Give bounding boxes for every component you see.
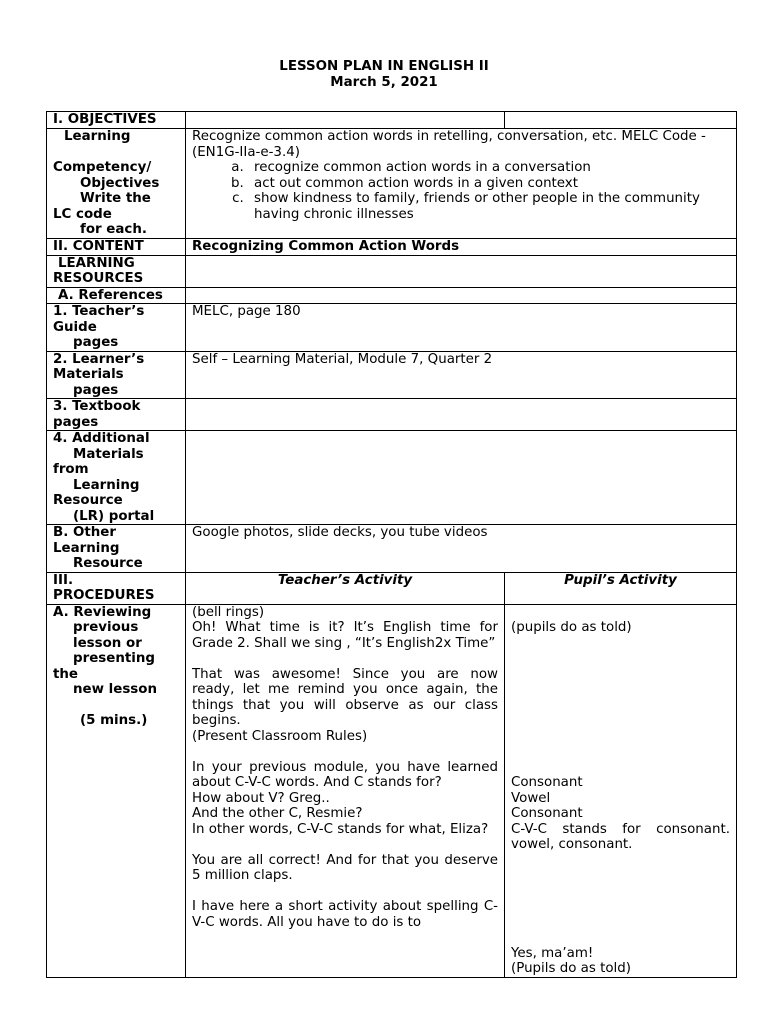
teachers-guide-value: MELC, page 180 <box>186 304 737 352</box>
lc-label-line: LC code <box>53 206 112 222</box>
content-value: Recognizing Common Action Words <box>186 239 737 256</box>
additional-materials-row <box>47 431 737 525</box>
pupil-activity-header: Pupil’s Activity <box>505 572 737 604</box>
procedures-heading: III. PROCEDURES <box>47 572 186 604</box>
lesson-plan-title: LESSON PLAN IN ENGLISH II <box>279 59 489 74</box>
pupil-line: Consonant <box>511 806 583 821</box>
references-row <box>47 287 737 304</box>
lc-label-line: Learning <box>64 129 131 144</box>
textbook-row <box>47 399 737 431</box>
pupil-line: Consonant <box>511 775 583 790</box>
objective-item: b. act out common action words in a given context <box>248 176 730 192</box>
teacher-line: You are all correct! And for that you deserve 5 million claps. <box>192 852 498 883</box>
objective-item: c. show kindness to family, friends or other people in the community having chronic illnesses <box>248 191 730 222</box>
lc-label-line: Write the <box>80 191 151 206</box>
competency-row <box>47 129 737 239</box>
teacher-line: Oh! What time is it? It’s English time for Grade 2. Shall we sing , “It’s English2x Time” <box>192 620 498 651</box>
other-resources-value: Google photos, slide decks, you tube videos <box>186 525 737 573</box>
lc-label-line: for each. <box>80 222 147 237</box>
other-resources-label: B. Other Learning Resource <box>47 525 186 573</box>
resources-empty-cell <box>186 255 737 287</box>
learners-materials-row <box>47 351 737 399</box>
lesson-plan-table <box>46 111 737 978</box>
content-row <box>47 239 737 256</box>
lc-label-line: Objectives <box>80 175 160 191</box>
teacher-line: In other words, C-V-C stands for what, Eliza? <box>192 821 489 837</box>
teachers-guide-row <box>47 304 737 352</box>
lc-label-line: Competency/ <box>53 160 152 175</box>
objective-item: a. recognize common action words in a conversation <box>248 160 730 176</box>
objectives-heading: I. OBJECTIVES <box>47 112 186 129</box>
teacher-activity-cell <box>186 604 505 977</box>
additional-materials-empty-cell <box>186 431 737 525</box>
teacher-line: (bell rings) <box>192 604 265 620</box>
competency-label <box>47 129 186 239</box>
additional-materials-label: 4. Additional Materials from Learning Resource (LR) portal <box>47 431 186 525</box>
resources-heading-line: LEARNING <box>58 255 135 271</box>
teacher-line: In your previous module, you have learned about C-V-C words. And C stands for? <box>192 759 498 790</box>
pupil-line: Yes, ma’am! <box>511 945 594 961</box>
content-heading: II. CONTENT <box>47 239 186 256</box>
review-row <box>47 604 737 977</box>
lesson-plan-date: March 5, 2021 <box>330 75 438 90</box>
teacher-line: How about V? Greg.. <box>192 790 330 806</box>
references-label: A. References <box>47 287 186 304</box>
teachers-guide-label: 1. Teacher’s Guide pages <box>47 304 186 352</box>
objectives-empty-cell <box>186 112 505 129</box>
objectives-row <box>47 112 737 129</box>
resources-row <box>47 255 737 287</box>
review-duration: (5 mins.) <box>80 713 148 728</box>
pupil-line: Vowel <box>511 790 551 806</box>
competency-content <box>186 129 737 239</box>
resources-heading-line: RESOURCES <box>53 271 144 286</box>
objectives-empty-cell-2 <box>505 112 737 129</box>
teacher-line: I have here a short activity about spelling C-V-C words. All you have to do is to <box>192 899 498 930</box>
textbook-empty-cell <box>186 399 737 431</box>
learners-materials-label: 2. Learner’s Materials pages <box>47 351 186 399</box>
pupil-line: (pupils do as told) <box>511 620 632 635</box>
page-title <box>0 59 768 91</box>
teacher-line: That was awesome! Since you are now ready, let me remind you once again, the things that you will observe as our class begins. <box>192 666 498 728</box>
teacher-line: (Present Classroom Rules) <box>192 728 368 744</box>
pupil-activity-cell <box>505 604 737 977</box>
textbook-label: 3. Textbook pages <box>47 399 186 431</box>
pupil-line: (Pupils do as told) <box>511 961 631 976</box>
objectives-list <box>192 160 730 222</box>
other-resources-row <box>47 525 737 573</box>
procedures-header-row <box>47 572 737 604</box>
references-empty-cell <box>186 287 737 304</box>
review-label: A. Reviewing previous lesson or presenting the new lesson (5 mins.) <box>47 604 186 977</box>
teacher-activity-header: Teacher’s Activity <box>186 572 505 604</box>
pupil-line: C-V-C stands for consonant. vowel, consonant. <box>511 821 730 852</box>
competency-text: Recognize common action words in retelling, conversation, etc. MELC Code - (EN1G-IIa-e-3.4) <box>192 129 706 160</box>
resources-heading <box>47 255 186 287</box>
learners-materials-value: Self – Learning Material, Module 7, Quarter 2 <box>186 351 737 399</box>
teacher-line: And the other C, Resmie? <box>192 806 363 821</box>
